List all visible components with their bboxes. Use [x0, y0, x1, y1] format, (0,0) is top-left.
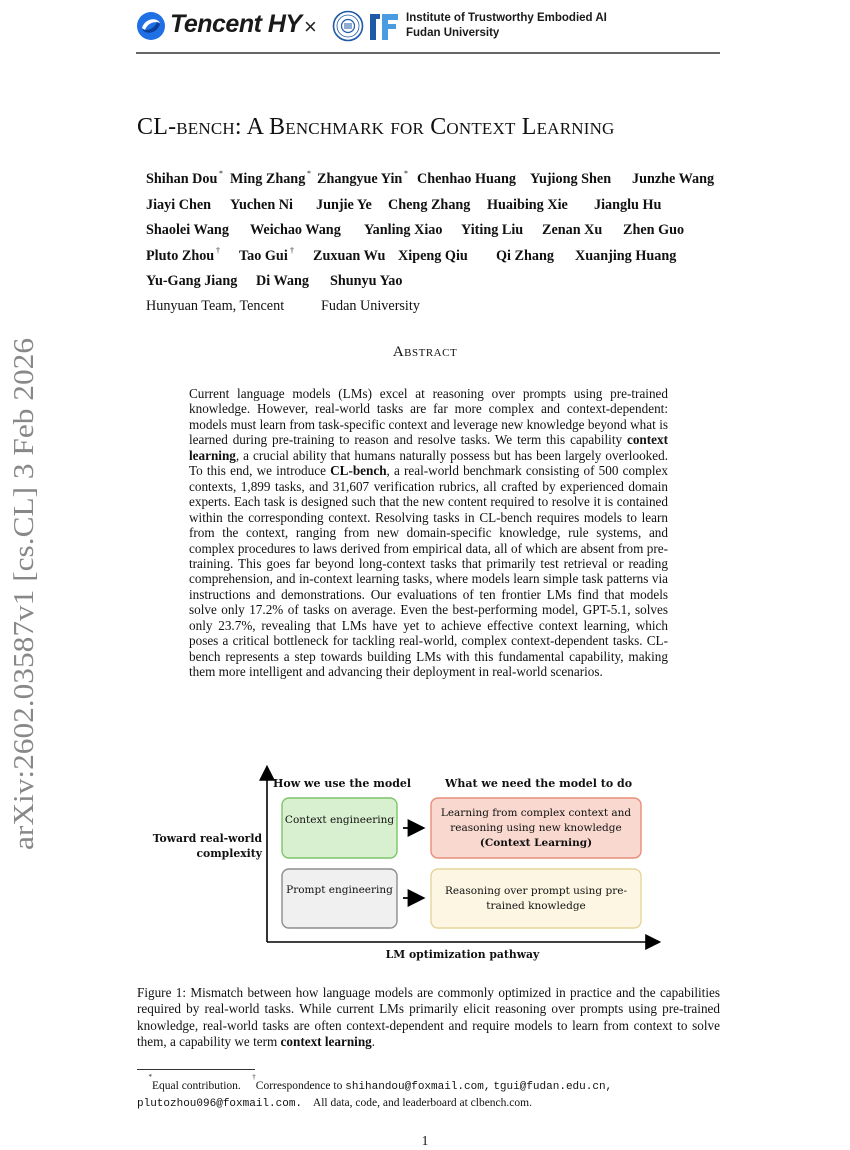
abstract-text-3: , a real-world benchmark consisting of 500 complex contexts, 1,899 tasks, and 31,607 verification rubrics, all crafted by experienced domain experts. Each task is designed such that the new content required to resolve it is contained within the corresponding context. Resolving tasks in CL-bench requires models to learn from the context, ranging from new domain-specific knowledge, rule systems, and complex procedures to laws derived from empirical data, all of which are absent from pre-training. This goes far beyond long-context tasks that primarily test retrieval or reading comprehension, and in-context learning tasks, where models learn simple task patterns via instructions and demonstrations. Our evaluations of ten frontier LMs find that models solve only 17.2% of tasks on average. Even the best-performing model, GPT-5.1, solves only 23.7%, revealing that LMs have yet to achieve effective context learning, which poses a critical bottleneck for tackling real-world, complex context-dependent tasks. CL-bench represents a step towards building LMs with this fundamental capability, making them more intelligent and advancing their deployment in real-world scenarios.: [189, 463, 669, 680]
author-name: Junjie Ye: [316, 196, 372, 213]
author-name: Jiayi Chen: [146, 196, 212, 213]
arxiv-stamp: [0, 0, 40, 1150]
figure-y-axis-label: Toward real-world complexity: [152, 832, 262, 860]
author-name: Yujiong Shen: [530, 171, 612, 187]
arxiv-stamp-text: arXiv:2602.03587v1 [cs.CL] 3 Feb 2026: [9, 384, 40, 850]
author-name: Yiting Liu: [461, 222, 524, 239]
author-name: Tao Gui: [239, 247, 288, 264]
institute-name-line1: Institute of Trustworthy Embodied AI: [406, 12, 607, 24]
author-name: Yu-Gang Jiang: [146, 273, 238, 290]
figure-box-prompt-engineering: Prompt engineering: [286, 884, 393, 896]
author-name: Shaolei Wang: [146, 222, 229, 239]
abstract-bold-context-learning: context learning: [189, 432, 668, 463]
footnote-correspondence: Correspondence to: [255, 1079, 343, 1092]
author-mark: *: [219, 169, 223, 178]
caption-text-2: .: [371, 1034, 376, 1050]
author-name: Huaibing Xie: [487, 196, 568, 213]
author-mark: †: [290, 245, 294, 255]
context-engineering-box: [282, 798, 397, 858]
figure-col-left-header: How we use the model: [273, 777, 412, 790]
author-name: Weichao Wang: [250, 222, 341, 239]
footnote: [137, 1074, 720, 1112]
abstract-bold-cl-bench: CL-bench: [330, 463, 387, 479]
author-name: Yuchen Ni: [230, 196, 293, 213]
footnote-data-link: All data, code, and leaderboard at clbench.com.: [312, 1096, 532, 1109]
author-row: [146, 171, 726, 197]
institute-name-line2: Fudan University: [406, 27, 500, 39]
author-name: Jianglu Hu: [594, 196, 662, 213]
times-sign: ×: [304, 14, 317, 39]
author-mark: *: [404, 169, 408, 178]
author-name: Xipeng Qiu: [398, 247, 468, 264]
figure-x-axis-label: LM optimization pathway: [385, 948, 540, 961]
author-name: Zenan Xu: [542, 222, 603, 239]
abstract-text-1: Current language models (LMs) excel at reasoning over prompts using pre-trained knowledge. However, real-world tasks are far more complex and context-dependent: models must learn from task-specific context and leverage new knowledge beyond what is learned during pre-training to reason and resolve tasks. We term this capability: [189, 386, 668, 448]
author-name: Ming Zhang: [230, 171, 306, 187]
abstract-body: [189, 386, 668, 680]
figure-1-graphic: [150, 760, 670, 970]
fudan-seal-icon: [332, 10, 364, 42]
caption-text-1: Figure 1: Mismatch between how language models are commonly optimized in practice and the capabilities required by real-world tasks. While current LMs primarily elicit reasoning over prompts using pre-trained knowledge, real-world tasks are often context-dependent and require models to learn from context to solve them, a capability we term: [137, 985, 720, 1050]
author-name: Di Wang: [256, 273, 309, 290]
institute-logo-icon: [368, 11, 400, 43]
author-row: [146, 197, 726, 223]
email-link-plutozhou[interactable]: plutozhou096@foxmail.com.: [137, 1097, 303, 1110]
figure-box-prompt-reasoning: Reasoning over prompt using pre-trained knowledge: [445, 885, 627, 912]
header-rule: [136, 52, 720, 54]
figure-context-learning-text: Learning from complex context and reasoning using new knowledge: [440, 807, 632, 834]
author-row: [146, 245, 726, 274]
caption-bold-context-learning: context learning: [280, 1034, 372, 1050]
author-name: Cheng Zhang: [388, 196, 471, 213]
paper-title: CL-bench: A Benchmark for Context Learning: [137, 114, 615, 140]
author-name: Zhen Guo: [623, 222, 685, 239]
author-row: [146, 273, 726, 299]
author-name: Shihan Dou: [146, 171, 218, 187]
footnote-corr-mark: †: [252, 1073, 256, 1081]
page-number: 1: [421, 1133, 429, 1148]
author-mark: *: [307, 169, 311, 178]
tencent-hy-logo-icon: [136, 11, 166, 41]
figure-box-context-engineering: Context engineering: [284, 814, 395, 826]
author-name: Qi Zhang: [496, 247, 554, 264]
figure-context-learning-bold: (Context Learning): [479, 837, 593, 849]
email-link-tgui[interactable]: tgui@fudan.edu.cn,: [493, 1080, 613, 1093]
brand-name: Tencent HY: [170, 10, 302, 38]
prompt-engineering-box: [282, 869, 397, 928]
author-name: Pluto Zhou: [146, 247, 215, 264]
abstract-text-2: , a crucial ability that humans naturally possess but has been largely overlooked. To this end, we introduce: [189, 447, 668, 479]
email-link-shihandou[interactable]: shihandou@foxmail.com,: [345, 1080, 491, 1093]
abstract-heading: Abstract: [392, 344, 458, 360]
author-name: Zhangyue Yin: [317, 171, 403, 187]
author-name: Junzhe Wang: [632, 171, 715, 187]
figure-1: [150, 760, 670, 970]
figure-caption: [137, 985, 720, 1051]
footnote-equal-mark: *: [148, 1073, 152, 1081]
author-mark: †: [216, 245, 220, 255]
header-logos: [136, 10, 720, 44]
author-name: Xuanjing Huang: [575, 247, 677, 264]
author-list: [146, 171, 726, 299]
figure-box-context-learning: [434, 806, 638, 851]
affiliation-fudan: Fudan University: [321, 298, 420, 314]
footnote-equal-contribution: Equal contribution.: [152, 1079, 241, 1092]
footnote-rule: [137, 1069, 255, 1070]
author-name: Yanling Xiao: [364, 222, 443, 239]
figure-col-right-header: What we need the model to do: [445, 777, 633, 790]
author-name: Chenhao Huang: [417, 171, 516, 187]
author-row: [146, 222, 726, 248]
author-name: Shunyu Yao: [330, 273, 403, 290]
affiliation-tencent: Hunyuan Team, Tencent: [146, 298, 285, 314]
author-name: Zuxuan Wu: [313, 247, 386, 264]
